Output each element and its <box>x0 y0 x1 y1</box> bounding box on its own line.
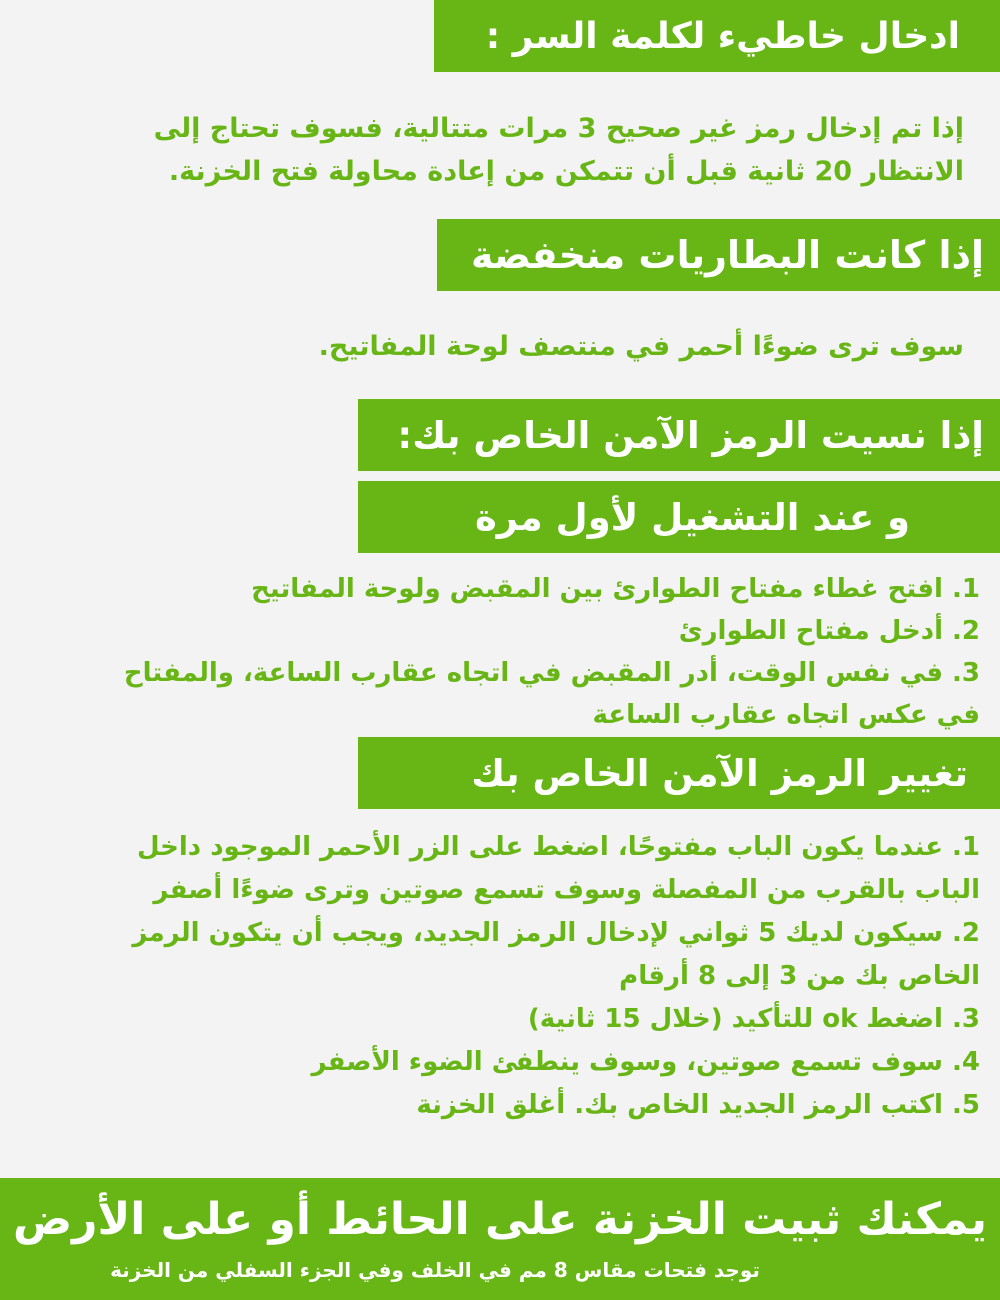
section-title-text: ادخال خاطيء لكلمة السر : <box>485 15 960 57</box>
list-item: 2. أدخل مفتاح الطوارئ <box>678 616 980 646</box>
section-title-wrong-code <box>434 0 1000 72</box>
list-item: 3. في نفس الوقت، أدر المقبض في اتجاه عقارب الساعة، والمفتاح في عكس اتجاه عقارب الساعة <box>123 658 980 730</box>
first-use-steps <box>120 568 980 736</box>
section-title-first-use <box>358 481 1000 553</box>
section-title-text: إذا نسيت الرمز الآمن الخاص بك: <box>397 413 984 457</box>
section-title-change-code <box>358 737 1000 809</box>
low-battery-description: سوف ترى ضوءًا أحمر في منتصف لوحة المفاتيح. <box>318 331 964 362</box>
section-title-low-battery <box>437 219 1000 291</box>
section-title-text: إذا كانت البطاريات منخفضة <box>470 233 984 277</box>
footer-title: يمكنك ثبيت الخزنة على الحائط أو على الأرض <box>12 1194 987 1245</box>
section-title-text: و عند التشغيل لأول مرة <box>474 495 910 539</box>
list-item: 1. عندما يكون الباب مفتوحًا، اضغط على الزر الأحمر الموجود داخل الباب بالقرب من المفصلة وسوف تسمع صوتين وترى ضوءًا أصفر <box>136 832 980 905</box>
list-item: 5. اكتب الرمز الجديد الخاص بك. أغلق الخزنة <box>416 1090 980 1120</box>
footer-note: توجد فتحات مقاس 8 مم في الخلف وفي الجزء السفلي من الخزنة <box>110 1258 760 1282</box>
change-code-steps <box>100 826 980 1127</box>
section-title-forgot-code <box>358 399 1000 471</box>
list-item: 2. سيكون لديك 5 ثواني لإدخال الرمز الجديد، ويجب أن يتكون الرمز الخاص بك من 3 إلى 8 أرقام <box>132 918 980 991</box>
list-item: 4. سوف تسمع صوتين، وسوف ينطفئ الضوء الأصفر <box>311 1047 980 1077</box>
list-item: 1. افتح غطاء مفتاح الطوارئ بين المقبض ولوحة المفاتيح <box>251 574 980 604</box>
wrong-code-description: إذا تم إدخال رمز غير صحيح 3 مرات متتالية، فسوف تحتاج إلى الانتظار 20 ثانية قبل أن تتمكن من إعادة محاولة فتح الخزنة. <box>153 113 964 187</box>
list-item: 3. اضغط ok للتأكيد (خلال 15 ثانية) <box>527 1004 980 1034</box>
footer-banner <box>0 1178 1000 1300</box>
section-title-text: تغيير الرمز الآمن الخاص بك <box>471 751 968 795</box>
